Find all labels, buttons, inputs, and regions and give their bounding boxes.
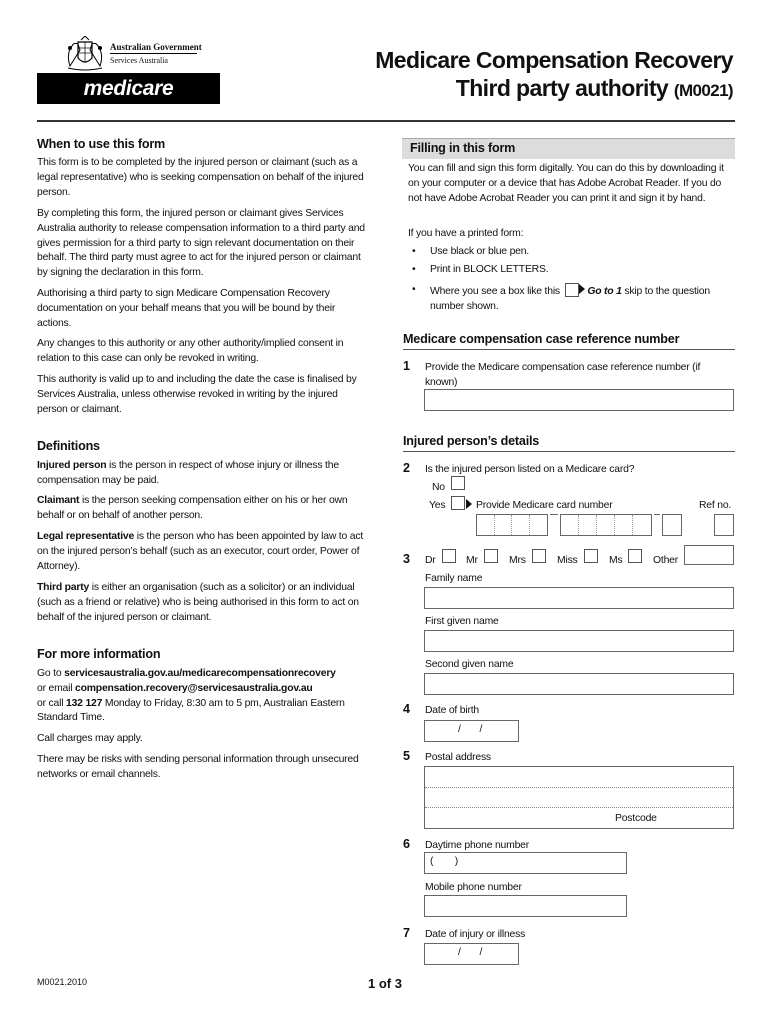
family-name-input[interactable] bbox=[424, 587, 734, 609]
card-number-dash-2 bbox=[654, 514, 660, 515]
injured-details-rule bbox=[403, 451, 735, 452]
term-injured: Injured person bbox=[37, 460, 107, 471]
def-third-text: is either an organisation (such as a solicitor) or an individual (such as a friend or relative) who is being authorised in this form to act on behalf of the injured person or claimant. bbox=[37, 582, 359, 623]
date-of-injury-label: Date of injury or illness bbox=[425, 929, 526, 940]
injured-details-heading: Injured person’s details bbox=[403, 434, 540, 448]
ref-no-label: Ref no. bbox=[699, 500, 732, 511]
provide-card-label: Provide Medicare card number bbox=[476, 500, 613, 511]
title-mr-checkbox[interactable] bbox=[484, 549, 498, 563]
daytime-phone-label: Daytime phone number bbox=[425, 840, 530, 851]
question-2-number: 2 bbox=[403, 461, 411, 475]
card-number-dash bbox=[550, 514, 558, 515]
when-paragraph-2: By completing this form, the injured person or claimant gives Services Australia authority to release compensation information to a third party and gives permission for a third party to sign relevant documentation on their behalf. The third party must agree to act for the injured person or claimant by signing the declaration in this form. bbox=[37, 208, 365, 279]
bullet-2: Print in BLOCK LETTERS. bbox=[430, 264, 549, 275]
second-name-input[interactable] bbox=[424, 673, 734, 695]
question-7-number: 7 bbox=[403, 926, 411, 940]
privacy-risk-note: There may be risks with sending personal information through unsecured networks or email channels. bbox=[37, 754, 359, 780]
address-line-divider-2 bbox=[425, 807, 733, 808]
date-of-birth-label: Date of birth bbox=[425, 705, 480, 716]
when-paragraph-1: This form is to be completed by the injured person or claimant (such as a legal representative) who is seeking compensation on behalf of the injured person. bbox=[37, 157, 364, 198]
printed-form-intro: If you have a printed form: bbox=[408, 228, 524, 239]
more-info-contact bbox=[37, 667, 367, 726]
title-other-input[interactable] bbox=[684, 545, 734, 565]
first-name-input[interactable] bbox=[424, 630, 734, 652]
page-number: 1 of 3 bbox=[368, 976, 402, 991]
website-link[interactable]: servicesaustralia.gov.au/medicarecompensationrecovery bbox=[64, 668, 336, 679]
more-info-heading: For more information bbox=[37, 647, 161, 661]
bullet-2-mark: • bbox=[412, 264, 416, 275]
bullet-3-text-b: skip to the question bbox=[621, 286, 710, 297]
def-legal-text: is the person who has been appointed by law to act on the injured person’s behalf (such as an executor, court order, Power of Attorney). bbox=[37, 531, 364, 572]
title-other-label: Other bbox=[653, 555, 678, 566]
ref-number-input[interactable] bbox=[714, 514, 734, 536]
def-injured-text: is the person in respect of whose injury or illness the compensation may be paid. bbox=[37, 460, 339, 486]
first-name-label: First given name bbox=[425, 616, 499, 627]
phone-number: 132 127 bbox=[66, 697, 103, 709]
title-mrs-checkbox[interactable] bbox=[532, 549, 546, 563]
header-rule bbox=[37, 120, 735, 122]
filling-heading: Filling in this form bbox=[410, 141, 516, 155]
goto-text: Go to bbox=[37, 668, 65, 679]
card-number-group-1[interactable] bbox=[476, 514, 548, 536]
definition-legal-representative bbox=[37, 530, 367, 574]
when-paragraph-5: This authority is valid up to and including the date the case is finalised by Services Australia, unless otherwise revoked in writing by the injured person or claimant. bbox=[37, 374, 357, 415]
government-name: Australian Government bbox=[110, 42, 202, 52]
bullet-3-text-c: number shown. bbox=[430, 300, 499, 312]
postal-address-input[interactable] bbox=[424, 766, 734, 829]
coat-of-arms-icon bbox=[60, 36, 110, 72]
definition-claimant bbox=[37, 494, 367, 524]
definitions-heading: Definitions bbox=[37, 439, 100, 453]
phone-area-parens: ( ) bbox=[430, 856, 459, 867]
definition-injured-person bbox=[37, 459, 367, 489]
no-checkbox[interactable] bbox=[451, 476, 465, 490]
postcode-label: Postcode bbox=[615, 813, 657, 824]
bullet-3-text-a: Where you see a box like this bbox=[430, 286, 560, 297]
or-call-text: or call bbox=[37, 697, 67, 709]
go-to-arrow-icon bbox=[579, 284, 585, 294]
def-claimant-text: is the person seeking compensation either on his or her own behalf or on behalf of another person. bbox=[37, 495, 348, 521]
example-checkbox bbox=[565, 283, 579, 297]
definition-third-party bbox=[37, 581, 367, 625]
when-paragraph-3: Authorising a third party to sign Medicare Compensation Recovery documentation on your behalf means that you will be bound by their actions. bbox=[37, 288, 336, 329]
address-line-divider-1 bbox=[425, 787, 733, 788]
question-3-number: 3 bbox=[403, 552, 411, 566]
case-reference-rule bbox=[403, 349, 735, 350]
no-label: No bbox=[432, 482, 445, 493]
hours-text: Monday to Friday, 8:30 am to 5 pm, Australian Eastern Standard Time. bbox=[37, 697, 345, 724]
form-version-code: M0021.2010 bbox=[37, 977, 88, 987]
case-reference-heading: Medicare compensation case reference number bbox=[403, 332, 680, 346]
card-number-group-3[interactable] bbox=[662, 514, 682, 536]
mobile-phone-input[interactable] bbox=[424, 895, 627, 917]
government-divider bbox=[110, 53, 197, 54]
when-heading: When to use this form bbox=[37, 137, 166, 151]
title-dr-label: Dr bbox=[425, 555, 436, 566]
question-6-number: 6 bbox=[403, 837, 411, 851]
term-claimant: Claimant bbox=[37, 495, 80, 506]
bullet-3 bbox=[430, 283, 735, 315]
title-miss-checkbox[interactable] bbox=[584, 549, 598, 563]
bullet-1-mark: • bbox=[412, 246, 416, 257]
question-2-text: Is the injured person listed on a Medicare card? bbox=[425, 464, 635, 475]
form-subtitle bbox=[456, 72, 733, 105]
question-5-number: 5 bbox=[403, 749, 411, 763]
title-ms-label: Ms bbox=[609, 555, 623, 566]
date-of-injury-slashes: / / bbox=[458, 947, 483, 958]
title-miss-label: Miss bbox=[557, 555, 578, 566]
form-subtitle-text: Third party authority bbox=[455, 75, 669, 101]
title-mr-label: Mr bbox=[466, 555, 478, 566]
family-name-label: Family name bbox=[425, 573, 483, 584]
medicare-logo: medicare bbox=[37, 73, 220, 104]
or-email-text: or email bbox=[37, 682, 76, 694]
postal-address-label: Postal address bbox=[425, 752, 491, 763]
question-4-number: 4 bbox=[403, 702, 411, 716]
question-1-number: 1 bbox=[403, 359, 411, 373]
filling-paragraph: You can fill and sign this form digitally. You can do this by downloading it on your computer or a device that has Adobe Acrobat Reader. If you do not have Adobe Acrobat Reader you can print it and sign it by hand. bbox=[408, 163, 724, 204]
mobile-phone-label: Mobile phone number bbox=[425, 882, 522, 893]
when-paragraph-4: Any changes to this authority or any other authority/implied consent in relation to this case can only be revoked in writing. bbox=[37, 338, 344, 364]
term-third: Third party bbox=[37, 582, 90, 593]
go-to-label: Go to 1 bbox=[587, 286, 622, 297]
agency-name: Services Australia bbox=[110, 56, 168, 65]
date-of-birth-slashes: / / bbox=[458, 724, 483, 735]
go-to-arrow-icon bbox=[466, 499, 472, 509]
title-ms-checkbox[interactable] bbox=[628, 549, 642, 563]
term-legal: Legal representative bbox=[37, 531, 135, 542]
bullet-1: Use black or blue pen. bbox=[430, 246, 529, 257]
card-number-group-2[interactable] bbox=[560, 514, 652, 536]
email-link[interactable]: compensation.recovery@servicesaustralia.gov.au bbox=[75, 682, 313, 694]
form-code: (M0021) bbox=[673, 81, 733, 100]
call-charges-note: Call charges may apply. bbox=[37, 733, 143, 744]
second-name-label: Second given name bbox=[425, 659, 514, 670]
question-1-text: Provide the Medicare compensation case reference number (if known) bbox=[425, 362, 701, 388]
yes-checkbox[interactable] bbox=[451, 496, 465, 510]
yes-label: Yes bbox=[429, 500, 446, 511]
bullet-3-mark: • bbox=[412, 284, 416, 295]
title-dr-checkbox[interactable] bbox=[442, 549, 456, 563]
form-title: Medicare Compensation Recovery bbox=[375, 47, 733, 73]
case-reference-input[interactable] bbox=[424, 389, 734, 411]
title-mrs-label: Mrs bbox=[509, 555, 526, 566]
